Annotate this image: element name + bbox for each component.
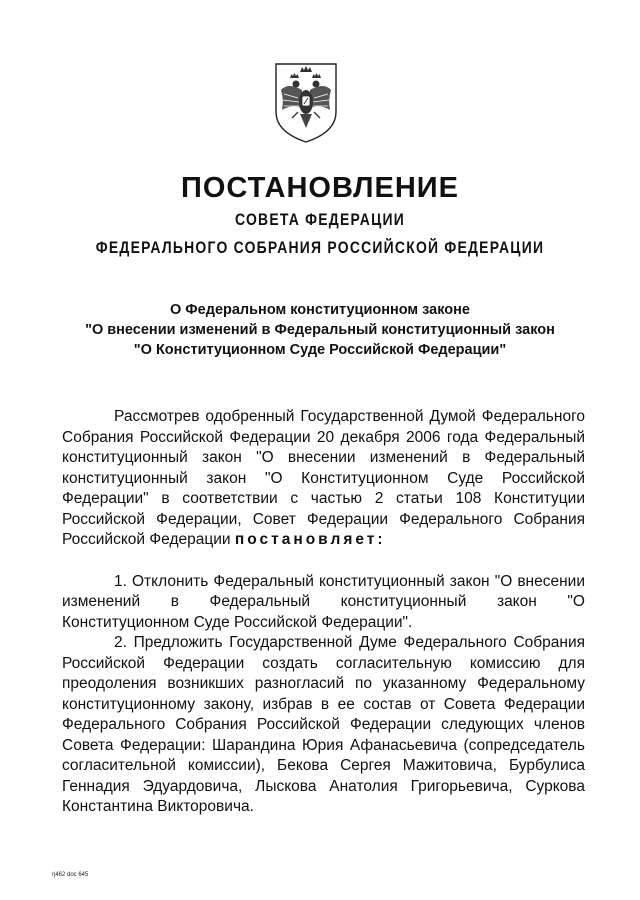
resolution-body <box>62 407 585 818</box>
resolution-heading <box>40 300 600 360</box>
resolves-keyword: постановляет: <box>234 531 386 548</box>
heading-line3: "О Конституционном Суде Российской Федерации" <box>133 342 507 358</box>
file-reference: rj462 doc 645 <box>52 872 89 878</box>
heading-line1: О Федеральном конституционном законе <box>170 302 470 318</box>
item-2-paragraph: 2. Предложить Государственной Думе Федерального Собрания Российской Федерации создать согласительную комиссию для преодоления возникших разногласий по указанному Федеральному конституционному закону, избрав в ее состав от Совета Федерации Федерального Собрания Российской Федерации следующих членов Совета Федерации: Шарандина Юрия Афанасьевича (сопредседатель согласительной комиссии), Бекова Сергея Мажитовича, Бурбулиса Геннадия Эдуардовича, Лыскова Анатолия Григорьевича, Суркова Константина Викторовича. <box>62 634 585 815</box>
preamble-paragraph <box>62 407 585 551</box>
issuing-body-line1: СОВЕТА ФЕДЕРАЦИИ <box>235 210 405 229</box>
document-title: ПОСТАНОВЛЕНИЕ <box>181 172 459 204</box>
heading-line2: "О внесении изменений в Федеральный конституционный закон <box>85 322 555 338</box>
russian-coat-of-arms-icon <box>272 60 340 144</box>
item-1-paragraph: 1. Отклонить Федеральный конституционный закон "О внесении изменений в Федеральный конституционный закон "О Конституционном Суде Российской Федерации". <box>62 572 585 631</box>
issuing-body-line2: ФЕДЕРАЛЬНОГО СОБРАНИЯ РОССИЙСКОЙ ФЕДЕРАЦИИ <box>95 238 545 257</box>
preamble-text: Рассмотрев одобренный Государственной Думой Федерального Собрания Российской Федерации 20 декабря 2006 года Федеральный конституционный закон "О внесении изменений в Федеральный конституционный закон "О Конституционном Суде Российской Федерации" в соответствии с частью 2 статьи 108 Конституции Российской Федерации, Совет Федерации Федерального Собрания Российской Федерации <box>62 408 585 548</box>
